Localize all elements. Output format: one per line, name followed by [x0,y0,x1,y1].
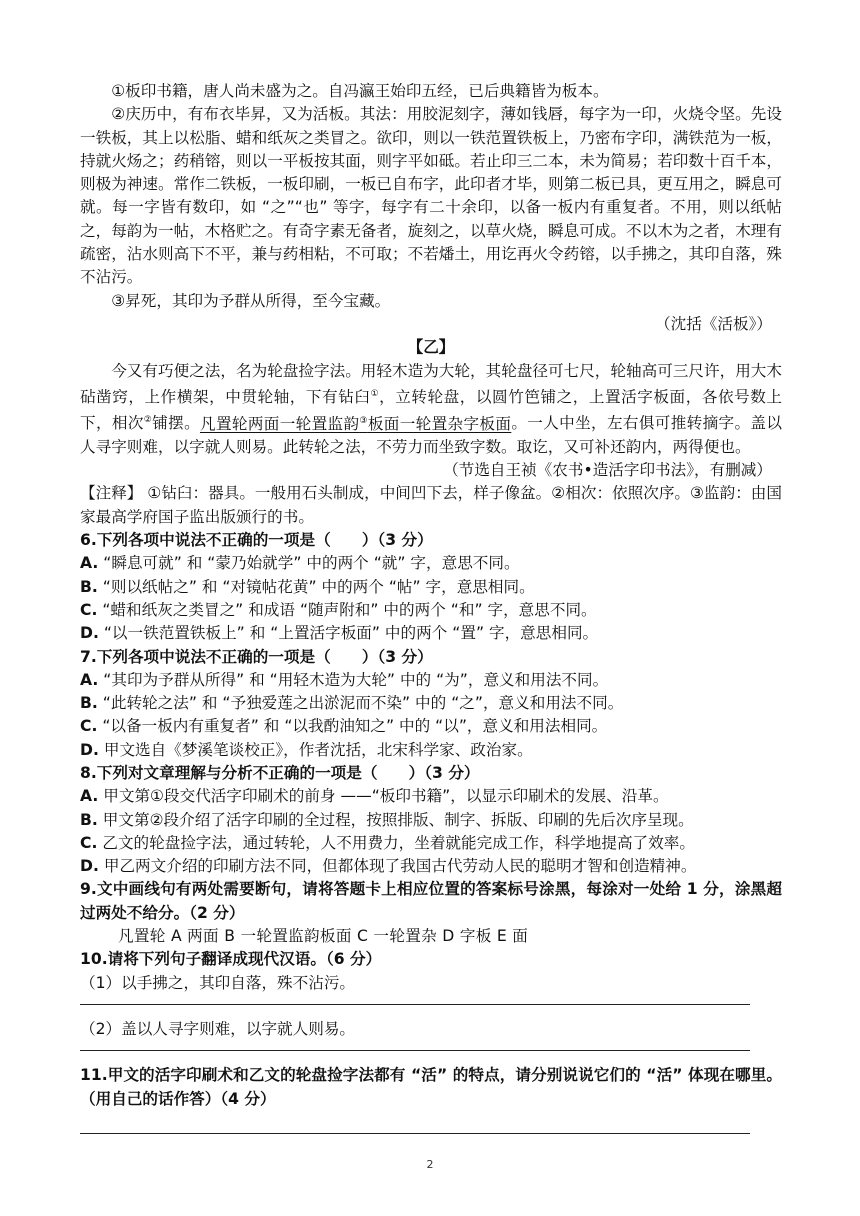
yi-text-a: 今又有巧便之法，名为轮盘捡字法。用轻木造为大轮，其轮盘径可七尺，轮轴高可三尺许，用大木砧凿窍，上作横架，中贯轮轴，下有钻臼 [80,361,782,407]
underlined-sentence [200,415,511,433]
question-10-stem: 10.请将下列句子翻译成现代汉语。（6 分） [80,950,382,969]
note-ref-3: ③ [359,415,368,426]
option-letter: A. [80,670,99,689]
option-text: 甲文选自《梦溪笔谈校正》，作者沈括，北宋科学家、政治家。 [103,740,533,759]
question-6-option-b [80,576,782,599]
question-9-stem: 9.文中画线句有两处需要断句，请将答题卡上相应位置的答案标号涂黑，每涂对一处给 1 分，涂黑超过两处不给分。（2 分） [80,880,782,922]
yi-heading: 【乙】 [407,338,455,357]
answer-line-1[interactable] [80,1004,750,1005]
question-7-option-a [80,669,782,692]
question-10-item-1: （1）以手拂之，其印自落，殊不沾污。 [80,973,356,992]
option-letter: D. [80,624,99,643]
jia-source: （沈括《活板》） [655,314,772,333]
question-7-option-d [80,739,782,762]
question-6-option-d [80,622,782,645]
question-7-option-c [80,715,782,738]
option-letter: C. [80,717,98,736]
question-8-option-d [80,855,782,878]
option-text: “瞬息可就” 和 “蒙乃始就学” 中的两个 “就” 字，意思不同。 [103,554,520,573]
question-11-stem: 11.甲文的活字印刷术和乙文的轮盘捡字法都有 “活” 的特点，请分别说说它们的 “活” 体现在哪里。（用自己的话作答）（4 分） [80,1066,782,1108]
jia-paragraph-2: ②庆历中，有布衣毕昇，又为活板。其法：用胶泥刻字，薄如钱唇，每字为一印，火烧令坚。先设一铁板，其上以松脂、蜡和纸灰之类冒之。欲印，则以一铁范置铁板上，乃密布字印，满铁范为一板，持就火炀之；药稍镕，则以一平板按其面，则字平如砥。若止印三二本，未为简易；若印数十百千本，则极为神速。常作二铁板，一板印刷，一板已自布字，此印者才毕，则第二板已具，更互用之，瞬息可就。每一字皆有数印，如 “之”“也” 等字，每字有二十余印，以备一板内有重复者。不用，则以纸帖之，每韵为一帖，木格贮之。有奇字素无备者，旋刻之，以草火烧，瞬息可成。不以木为之者，木理有疏密，沾水则高下不平，兼与药相粘，不可取；不若燔土，用讫再火令药镕，以手拂之，其印自落，殊不沾污。 [80,105,782,287]
option-letter: B. [80,577,98,596]
option-text: 乙文的轮盘捡字法，通过转轮，人不用费力，坐着就能完成工作，科学地提高了效率。 [102,833,695,852]
question-8-option-b [80,809,782,832]
question-8-stem: 8.下列对文章理解与分析不正确的一项是（ ）（3 分） [80,763,480,782]
option-text: 甲文第②段介绍了活字印刷的全过程，按照排版、制字、拆版、印刷的先后次序呈现。 [102,810,694,829]
page-content [80,80,782,1147]
yi-paragraph [80,360,782,460]
question-6-option-a [80,552,782,575]
option-text: 甲乙两文介绍的印刷方法不同，但都体现了我国古代劳动人民的聪明才智和创造精神。 [103,857,697,876]
option-letter: D. [80,740,99,759]
option-text: “其印为予群从所得” 和 “用轻木造为大轮” 中的 “为”，意义和用法不同。 [103,670,609,689]
question-6-option-c [80,599,782,622]
question-7-option-b [80,692,782,715]
annotations: 【注释】 ①钻臼：器具。一般用石头制成，中间凹下去，样子像盆。②相次：依照次序。③监韵：由国家最高学府国子监出版颁行的书。 [80,484,782,526]
answer-line-3[interactable] [80,1133,750,1134]
option-text: “以备一板内有重复者” 和 “以我酌油知之” 中的 “以”，意义和用法相同。 [102,717,608,736]
jia-paragraph-1: ①板印书籍，唐人尚未盛为之。自冯瀛王始印五经，已后典籍皆为板本。 [111,82,609,100]
question-9-sentence: 凡置轮 A 两面 B 一轮置监韵板面 C 一轮置杂 D 字板 E 面 [118,927,529,946]
option-text: “此转轮之法” 和 “予独爱莲之出淤泥而不染” 中的 “之”，意义和用法不同。 [102,694,624,713]
yi-text-c: 铺摆。 [152,414,201,433]
option-letter: C. [80,600,98,619]
question-10-item-2: （2）盖以人寻字则难，以字就人则易。 [80,1019,356,1038]
option-letter: D. [80,857,99,876]
note-ref-2: ② [143,415,153,426]
option-text: 甲文第①段交代活字印刷术的前身 ——“板印书籍”，以显示印刷术的发展、沿革。 [103,787,669,806]
option-letter: B. [80,810,98,829]
note-ref-1: ① [370,388,380,399]
option-text: “以一铁范置铁板上” 和 “上置活字板面” 中的两个 “置” 字，意思相同。 [103,624,599,643]
question-8-option-a [80,785,782,808]
option-letter: A. [80,554,99,573]
page-number: 2 [426,1158,434,1171]
underlined-part-b: 板面一轮置杂字板面 [367,414,512,433]
question-8-option-c [80,832,782,855]
option-text: “则以纸帖之” 和 “对镜帖花黄” 中的两个 “帖” 字，意思相同。 [102,577,535,596]
question-6-stem: 6.下列各项中说法不正确的一项是（ ）（3 分） [80,531,433,550]
question-7-stem: 7.下列各项中说法不正确的一项是（ ）（3 分） [80,647,433,666]
yi-text-d: 。一人中坐，左右俱可推转摘字。盖以人寻字则难，以字就人则易。此转轮之法，不劳力而坐致字数。取讫，又可补还韵内，两得便也。 [80,414,782,456]
underlined-part-a: 凡置轮两面一轮置监韵 [200,414,360,433]
jia-paragraph-3: ③昇死，其印为予群从所得，至今宝藏。 [111,291,391,310]
yi-source: （节选自王祯《农书•造活字印书法》，有删减） [443,461,772,480]
option-letter: C. [80,833,98,852]
option-letter: A. [80,787,99,806]
option-text: “蜡和纸灰之类冒之” 和成语 “随声附和” 中的两个 “和” 字，意思不同。 [102,600,597,619]
yi-text-b: ，立转轮盘，以圆竹笆铺之，上置活字板面，各依号数上下，相次 [80,388,782,433]
option-letter: B. [80,694,98,713]
answer-line-2[interactable] [80,1050,750,1051]
